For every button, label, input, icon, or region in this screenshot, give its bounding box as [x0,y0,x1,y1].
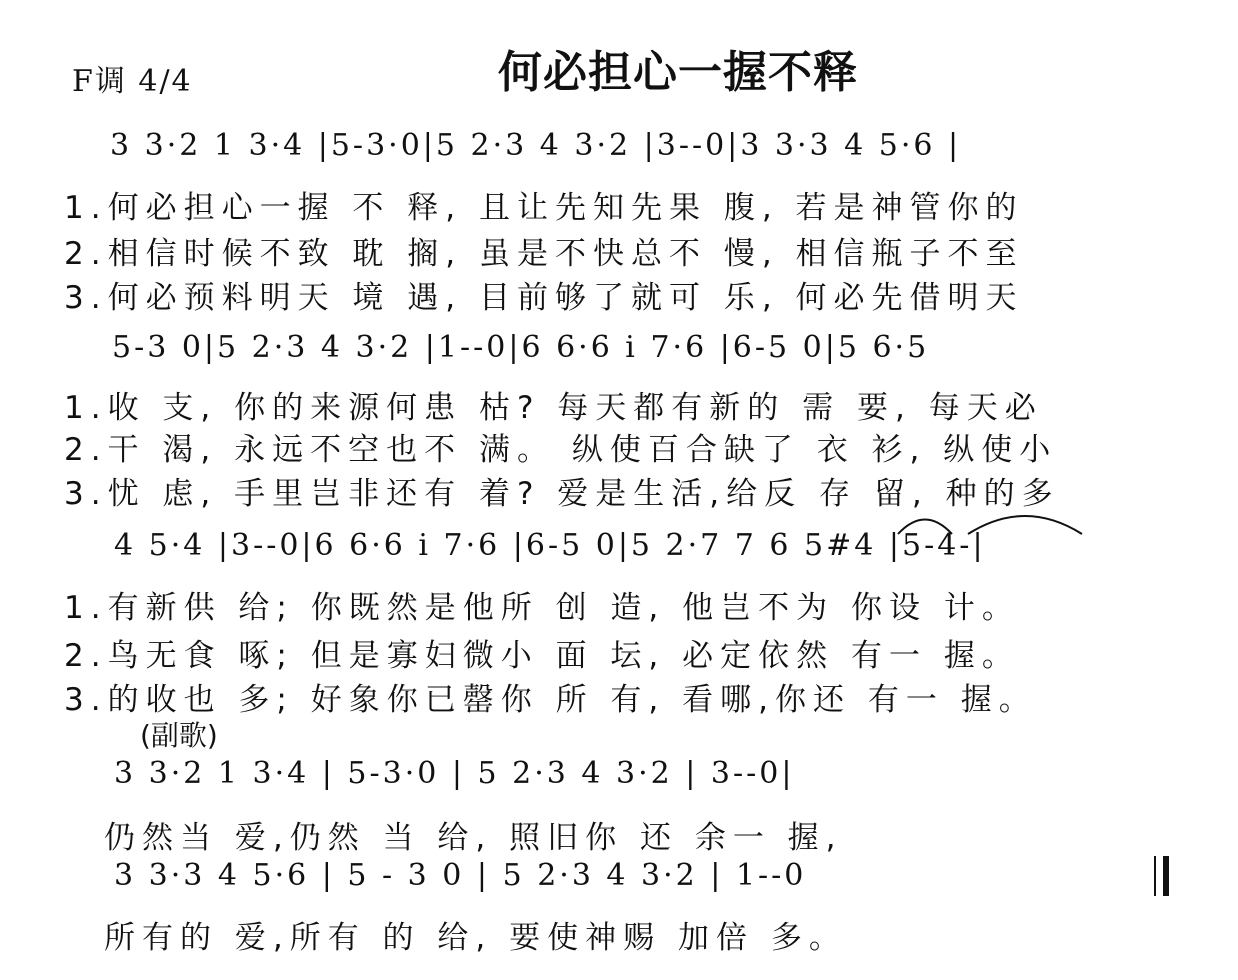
chorus-lyric-line-2: 所有的 爱,所有 的 给, 要使神赐 加倍 多。 [104,920,847,956]
notes-line-3: 4 5·4 |3--0|6 6·6 i 7·6 |6-5 0|5 2·7 7 6 5#4 |5-4-| [114,528,986,563]
lyric-line-3-verse-1: 1.有新供 给; 你既然是他所 创 造, 他岂不为 你设 计。 [64,590,1020,626]
lyric-line-1-verse-1: 1.何必担心一握 不 释, 且让先知先果 腹, 若是神管你的 [64,190,1024,226]
lyric-line-3-verse-3: 3.的收也 多; 好象你已罄你 所 有, 看哪,你还 有一 握。 [64,682,1037,718]
key-signature: F调 4/4 [72,64,193,99]
chorus-label: (副歌) [140,719,218,752]
lyric-line-2-verse-2: 2.干 渴, 永远不空也不 满。 纵使百合缺了 衣 衫, 纵使小 [64,432,1058,468]
notes-line-1: 3 3·2 1 3·4 |5-3·0|5 2·3 4 3·2 |3--0|3 3·3 4 5·6 | [110,128,962,163]
final-barline-thick [1163,856,1169,896]
lyric-line-2-verse-3: 3.忧 虑, 手里岂非还有 着? 爱是生活,给反 存 留, 种的多 [64,476,1060,512]
lyric-line-1-verse-2: 2.相信时候不致 耽 搁, 虽是不快总不 慢, 相信瓶子不至 [64,236,1024,272]
lyric-line-1-verse-3: 3.何必预料明天 境 遇, 目前够了就可 乐, 何必先借明天 [64,280,1024,316]
chorus-notes-line-2: 3 3·3 4 5·6 | 5 - 3 0 | 5 2·3 4 3·2 | 1--0 [114,858,807,893]
final-barline-thin [1154,856,1156,896]
chorus-lyric-line-1: 仍然当 爱,仍然 当 给, 照旧你 还 余一 握, [104,820,843,856]
song-title: 何必担心一握不释 [498,47,858,98]
lyric-line-3-verse-2: 2.鸟无食 啄; 但是寡妇微小 面 坛, 必定依然 有一 握。 [64,638,1020,674]
notes-line-2: 5-3 0|5 2·3 4 3·2 |1--0|6 6·6 i 7·6 |6-5 0|5 6·5 [112,330,930,365]
chorus-notes-line-1: 3 3·2 1 3·4 | 5-3·0 | 5 2·3 4 3·2 | 3--0| [114,756,795,791]
lyric-line-2-verse-1: 1.收 支, 你的来源何患 枯? 每天都有新的 需 要, 每天必 [64,390,1043,426]
